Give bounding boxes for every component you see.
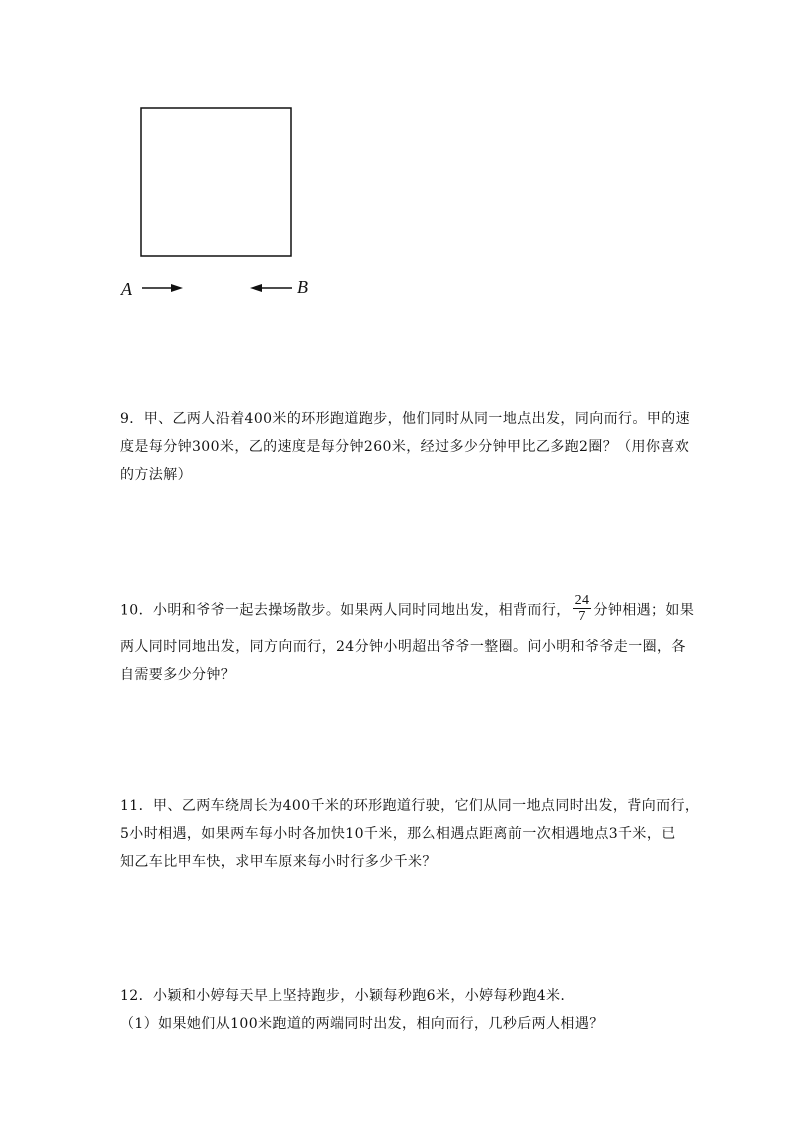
problem-line: 自需要多少分钟？ [120, 667, 236, 683]
fraction-denominator: 7 [578, 609, 586, 624]
problem-9 [120, 405, 700, 489]
problem-line: 11．甲、乙两车绕周长为400千米的环形跑道行驶，它们从同一地点同时出发，背向而行， [120, 798, 700, 814]
problem-line: 知乙车比甲车快，求甲车原来每小时行多少千米？ [120, 854, 437, 870]
problem-line: 5小时相遇，如果两车每小时各加快10千米，那么相遇点距离前一次相遇地点3千米，已 [120, 826, 676, 842]
problem-11 [120, 792, 700, 876]
problem-text: 分钟相遇；如果 [593, 602, 695, 619]
problem-text: 10．小明和爷爷一起去操场散步。如果两人同时同地出发，相背而行， [120, 602, 571, 619]
arrow-b-icon [250, 284, 292, 292]
problem-subquestion: （1）如果她们从100米跑道的两端同时出发，相向而行，几秒后两人相遇？ [120, 1016, 604, 1032]
label-a: A [121, 279, 132, 299]
problem-line: 度是每分钟300米，乙的速度是每分钟260米，经过多少分钟甲比乙多跑2圈？（用你喜欢 [120, 439, 690, 455]
fraction-numerator: 24 [574, 593, 590, 608]
problem-line: 12．小颖和小婷每天早上坚持跑步，小颖每秒跑6米，小婷每秒跑4米. [120, 988, 566, 1004]
square-track [141, 108, 291, 256]
problem-line: 9．甲、乙两人沿着400米的环形跑道跑步，他们同时从同一地点出发，同向而行。甲的速 [120, 411, 691, 427]
arrow-a-icon [142, 284, 183, 292]
fraction [573, 593, 592, 624]
problem-line: 两人同时同地出发，同方向而行，24分钟小明超出爷爷一整圈。问小明和爷爷走一圈，各 [120, 639, 686, 655]
label-b: B [297, 277, 308, 297]
problem-10 [120, 595, 700, 689]
problem-line [120, 595, 700, 626]
track-figure [0, 0, 800, 320]
problem-12 [120, 982, 700, 1038]
problem-line: 的方法解） [120, 467, 192, 483]
